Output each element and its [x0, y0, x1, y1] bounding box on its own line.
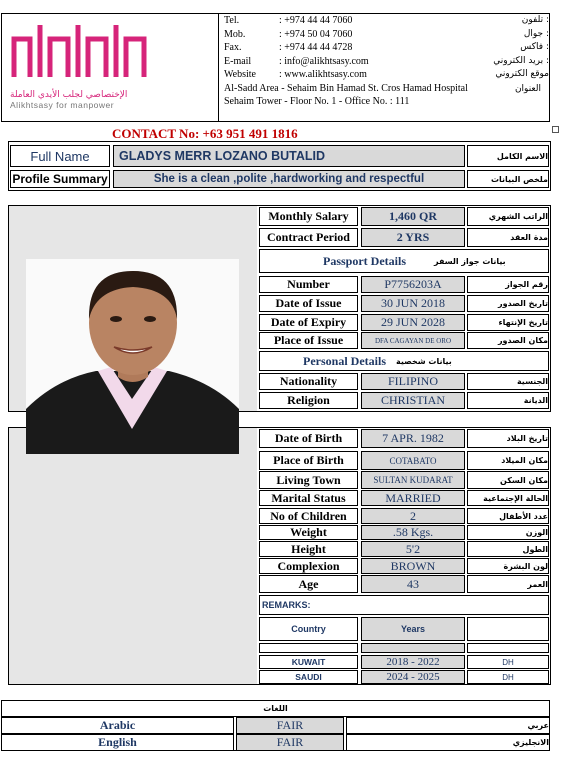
- passport-field-arabic: تاريخ الصدور: [467, 295, 549, 312]
- contract-period-arabic: مدة العقد: [467, 228, 549, 247]
- experience-years: 2018 - 2022: [361, 655, 465, 669]
- monthly-salary-value: 1,460 QR: [361, 207, 465, 226]
- contact-label: E-mail: [224, 55, 252, 67]
- contract-period-label: Contract Period: [259, 228, 358, 247]
- resize-handle: [552, 126, 559, 133]
- personal-field-label: Nationality: [259, 373, 358, 390]
- passport-field-label: Date of Expiry: [259, 314, 358, 331]
- candidate-photo: [26, 259, 239, 454]
- contact-value: : +974 44 44 7060: [279, 15, 353, 26]
- personal-field-arabic: عدد الأطفال: [467, 508, 549, 524]
- experience-spacer-2: [361, 643, 465, 653]
- experience-spacer-3: [467, 643, 549, 653]
- personal-details-title-arabic: بيانات شخصية: [396, 356, 452, 366]
- company-logo: [10, 19, 210, 119]
- passport-field-label: Number: [259, 276, 358, 293]
- personal-field-arabic: مكان السكن: [467, 471, 549, 489]
- personal-field-label: Height: [259, 541, 358, 557]
- experience-note: DH: [467, 655, 549, 669]
- personal-field-label: Religion: [259, 392, 358, 409]
- language-arabic: الانجليزي: [346, 734, 550, 751]
- monthly-salary-arabic: الراتب الشهري: [467, 207, 549, 226]
- contact-value: : +974 50 04 7060: [279, 28, 353, 40]
- passport-field-arabic: مكان الصدور: [467, 332, 549, 349]
- experience-spacer-1: [259, 643, 358, 653]
- personal-field-value: BROWN: [361, 558, 465, 574]
- address-line-2: Sehaim Tower - Floor No. 1 - Office No. : 111: [224, 96, 410, 107]
- profile-summary-label: Profile Summary: [10, 170, 110, 188]
- remarks-label: REMARKS:: [259, 595, 549, 615]
- passport-field-arabic: تاريخ الإنتهاء: [467, 314, 549, 331]
- profile-summary-value: She is a clean ,polite ,hardworking and respectful: [113, 170, 465, 188]
- full-name-label: Full Name: [10, 145, 110, 167]
- contact-label: Website: [224, 69, 256, 80]
- language-level: FAIR: [236, 734, 344, 751]
- personal-field-value: 43: [361, 575, 465, 593]
- experience-years-header: Years: [361, 617, 465, 641]
- passport-field-value: P7756203A: [361, 276, 465, 293]
- logo-mark: [10, 19, 150, 81]
- personal-field-arabic: مكان الميلاد: [467, 451, 549, 470]
- passport-field-label: Place of Issue: [259, 332, 358, 349]
- personal-field-value: COTABATO: [361, 451, 465, 470]
- contact-value: : info@alikhtsasy.com: [279, 55, 369, 67]
- personal-field-value: 2: [361, 508, 465, 524]
- personal-field-label: Complexion: [259, 558, 358, 574]
- full-name-arabic: الاسم الكامل: [467, 145, 549, 167]
- personal-field-label: Place of Birth: [259, 451, 358, 470]
- personal-field-value: 5'2: [361, 541, 465, 557]
- personal-field-arabic: الطول: [467, 541, 549, 557]
- personal-field-arabic: لون البشرة: [467, 558, 549, 574]
- passport-details-title-arabic: بيانات جواز السفر: [434, 256, 506, 266]
- personal-field-arabic: الديانة: [467, 392, 549, 409]
- contact-label-arabic: بريد الكتروني :: [493, 55, 549, 66]
- personal-field-value: FILIPINO: [361, 373, 465, 390]
- logo-english: Alikhtsasy for manpower: [10, 100, 115, 110]
- personal-details-heading: [259, 351, 549, 371]
- language-name: Arabic: [1, 717, 234, 734]
- passport-field-arabic: رقم الجواز: [467, 276, 549, 293]
- passport-details-title: Passport Details: [323, 253, 406, 268]
- contact-value: : www.alikhtsasy.com: [279, 69, 367, 80]
- languages-title: اللغات: [1, 700, 550, 717]
- personal-field-label: Date of Birth: [259, 429, 358, 448]
- experience-notes-header: [467, 617, 549, 641]
- contact-label-arabic: تلفون :: [521, 15, 549, 25]
- passport-details-heading: [259, 249, 549, 273]
- photo-panel-lower: [9, 428, 257, 684]
- personal-field-arabic: الحالة الإجتماعية: [467, 490, 549, 506]
- address-label-arabic: العنوان: [514, 84, 541, 94]
- personal-field-arabic: تاريخ البلاد: [467, 429, 549, 448]
- experience-country-header: Country: [259, 617, 358, 641]
- personal-field-arabic: الوزن: [467, 525, 549, 540]
- monthly-salary-label: Monthly Salary: [259, 207, 358, 226]
- personal-field-label: Weight: [259, 525, 358, 540]
- contact-label-arabic: جوال :: [523, 28, 549, 39]
- language-level: FAIR: [236, 717, 344, 734]
- profile-summary-arabic: ملخص البيانات: [467, 170, 549, 188]
- personal-field-label: No of Children: [259, 508, 358, 524]
- language-name: English: [1, 734, 234, 751]
- contact-label: Fax.: [224, 42, 242, 53]
- contact-label-arabic: موقع الكتروني: [495, 69, 549, 79]
- personal-field-value: SULTAN KUDARAT: [361, 471, 465, 489]
- experience-country: SAUDI: [259, 670, 358, 684]
- contact-number: CONTACT No: +63 951 491 1816: [112, 126, 298, 141]
- personal-field-value: .58 Kgs.: [361, 525, 465, 540]
- personal-field-label: Living Town: [259, 471, 358, 489]
- personal-field-label: Age: [259, 575, 358, 593]
- personal-field-arabic: العمر: [467, 575, 549, 593]
- logo-arabic-subtitle: الإختصاصي لجلب الأيدي العاملة: [10, 90, 128, 100]
- contact-label: Tel.: [224, 15, 240, 26]
- personal-field-value: CHRISTIAN: [361, 392, 465, 409]
- personal-field-label: Marital Status: [259, 490, 358, 506]
- experience-years: 2024 - 2025: [361, 670, 465, 684]
- experience-country: KUWAIT: [259, 655, 358, 669]
- personal-field-value: 7 APR. 1982: [361, 429, 465, 448]
- personal-details-title: Personal Details: [303, 353, 386, 368]
- contact-label: Mob.: [224, 28, 246, 40]
- contact-value: : +974 44 44 4728: [279, 42, 353, 53]
- experience-note: DH: [467, 670, 549, 684]
- personal-field-arabic: الجنسية: [467, 373, 549, 390]
- passport-field-label: Date of Issue: [259, 295, 358, 312]
- passport-field-value: DFA CAGAYAN DE ORO: [361, 332, 465, 349]
- contact-label-arabic: فاكس :: [520, 42, 549, 52]
- personal-field-value: MARRIED: [361, 490, 465, 506]
- contract-period-value: 2 YRS: [361, 228, 465, 247]
- language-arabic: عربي: [346, 717, 550, 734]
- logo-divider: [218, 13, 219, 122]
- address-line-1: Al-Sadd Area - Sehaim Bin Hamad St. Cros Hamad Hospital: [224, 83, 468, 94]
- full-name-value: GLADYS MERR LOZANO BUTALID: [113, 145, 465, 167]
- passport-field-value: 30 JUN 2018: [361, 295, 465, 312]
- passport-field-value: 29 JUN 2028: [361, 314, 465, 331]
